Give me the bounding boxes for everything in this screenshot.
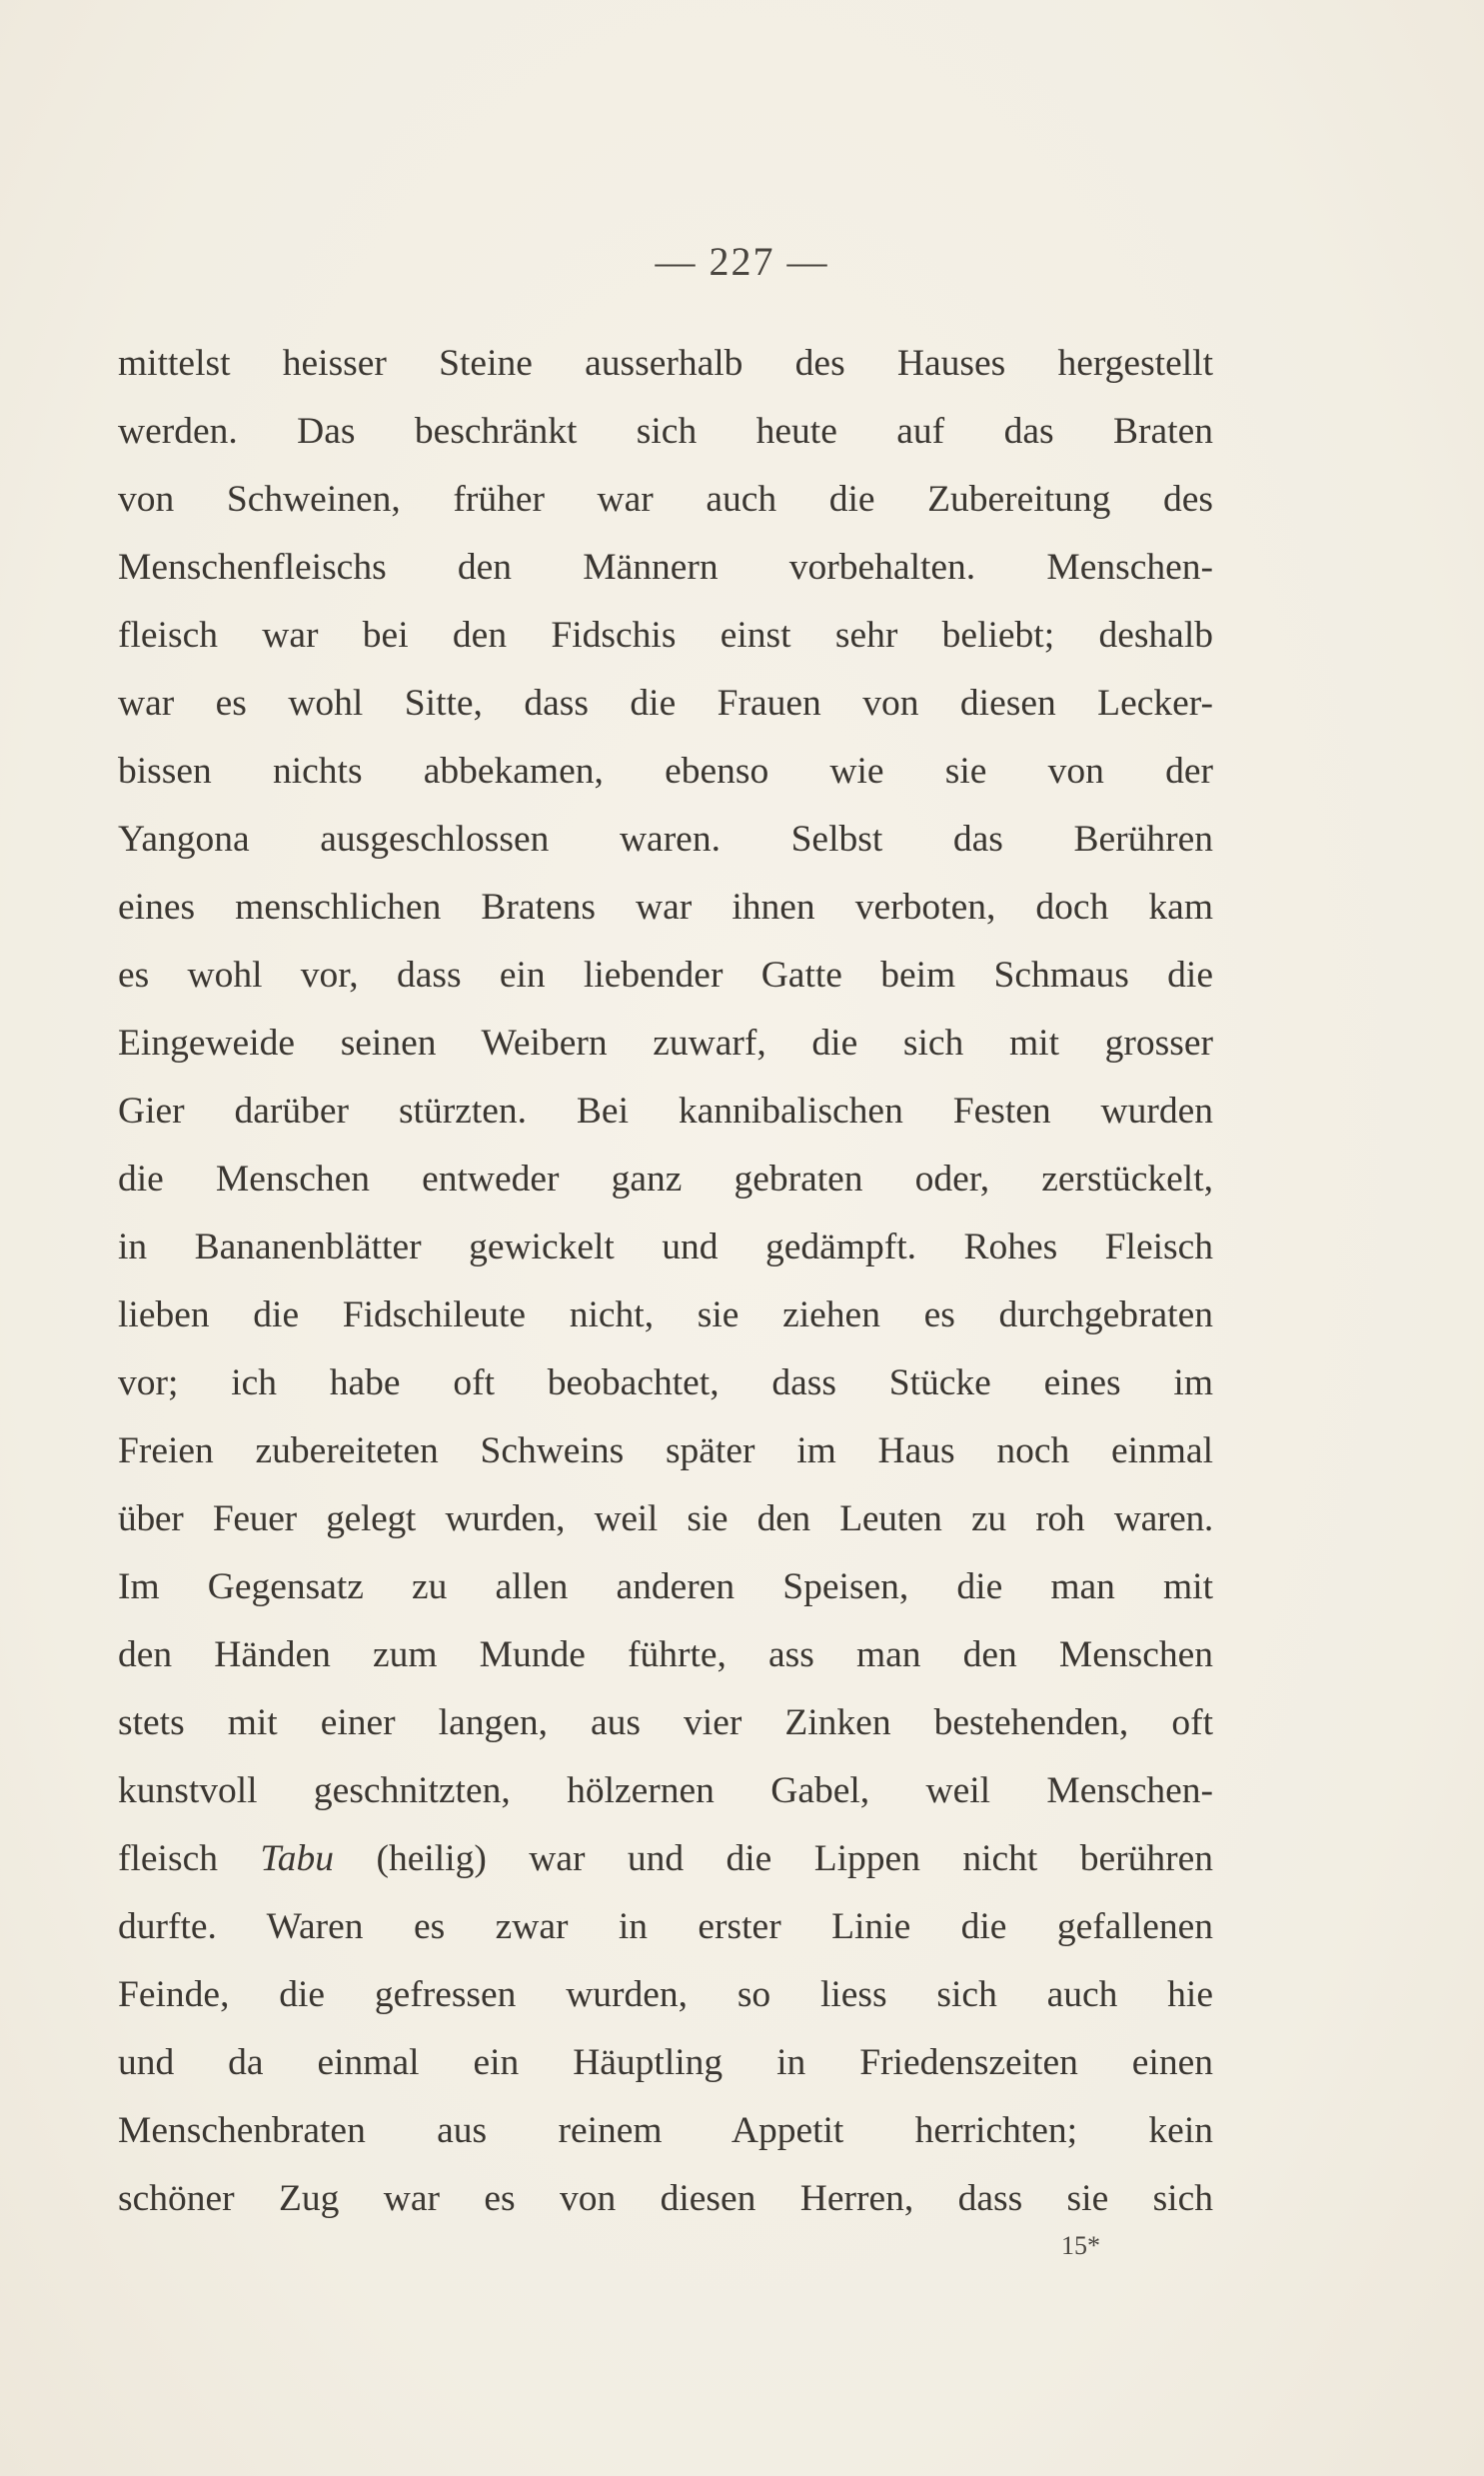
text-line-19: Im Gegensatz zu allen anderen Speisen, die man mit — [118, 1566, 1213, 1607]
text-line-6: war es wohl Sitte, dass die Frauen von diesen Lecker- — [118, 683, 1213, 724]
text-line-17: Freien zubereiteten Schweins später im Haus noch einmal — [118, 1430, 1213, 1471]
text-line-20: den Händen zum Munde führte, ass man den Menschen — [118, 1634, 1213, 1675]
text-line-3: von Schweinen, früher war auch die Zubereitung des — [118, 479, 1213, 520]
text-line-5: fleisch war bei den Fidschis einst sehr beliebt; deshalb — [118, 615, 1213, 656]
text-line-2: werden. Das beschränkt sich heute auf das Braten — [118, 411, 1213, 452]
body-text — [118, 330, 1213, 2233]
text-line-23 — [118, 1825, 1213, 1893]
text-line-23-start: fleisch — [118, 1838, 261, 1879]
text-line-9: eines menschlichen Bratens war ihnen verboten, doch kam — [118, 887, 1213, 928]
text-line-7: bissen nichts abbekamen, ebenso wie sie von der — [118, 751, 1213, 792]
italic-word-tabu: Tabu — [260, 1838, 335, 1879]
text-line-11: Eingeweide seinen Weibern zuwarf, die sich mit grosser — [118, 1023, 1213, 1064]
text-line-28: schöner Zug war es von diesen Herren, dass sie sich — [118, 2178, 1213, 2219]
text-line-13: die Menschen entweder ganz gebraten oder, zerstückelt, — [118, 1159, 1213, 1200]
text-line-10: es wohl vor, dass ein liebender Gatte beim Schmaus die — [118, 955, 1213, 996]
text-line-22: kunstvoll geschnitzten, hölzernen Gabel, weil Menschen- — [118, 1770, 1213, 1811]
text-line-14: in Bananenblätter gewickelt und gedämpft. Rohes Fleisch — [118, 1227, 1213, 1267]
text-line-23-end: (heilig) war und die Lippen nicht berühren — [334, 1838, 1213, 1879]
text-line-1: mittelst heisser Steine ausserhalb des Hauses hergestellt — [118, 343, 1213, 384]
text-line-15: lieben die Fidschileute nicht, sie ziehen es durchgebraten — [118, 1294, 1213, 1335]
text-line-12: Gier darüber stürzten. Bei kannibalischen Festen wurden — [118, 1091, 1213, 1132]
text-line-18: über Feuer gelegt wurden, weil sie den Leuten zu roh waren. — [118, 1498, 1213, 1539]
text-line-8: Yangona ausgeschlossen waren. Selbst das Berühren — [118, 819, 1213, 860]
text-line-16: vor; ich habe oft beobachtet, dass Stücke eines im — [118, 1362, 1213, 1403]
text-line-24: durfte. Waren es zwar in erster Linie die gefallenen — [118, 1906, 1213, 1947]
text-line-27: Menschenbraten aus reinem Appetit herrichten; kein — [118, 2110, 1213, 2151]
text-line-25: Feinde, die gefressen wurden, so liess sich auch hie — [118, 1974, 1213, 2015]
signature-mark: 15* — [1061, 2231, 1100, 2260]
text-line-21: stets mit einer langen, aus vier Zinken bestehenden, oft — [118, 1702, 1213, 1743]
text-line-26: und da einmal ein Häuptling in Friedenszeiten einen — [118, 2042, 1213, 2083]
text-line-4: Menschenfleischs den Männern vorbehalten. Menschen- — [118, 547, 1213, 588]
page-number: — 227 — — [655, 239, 829, 284]
